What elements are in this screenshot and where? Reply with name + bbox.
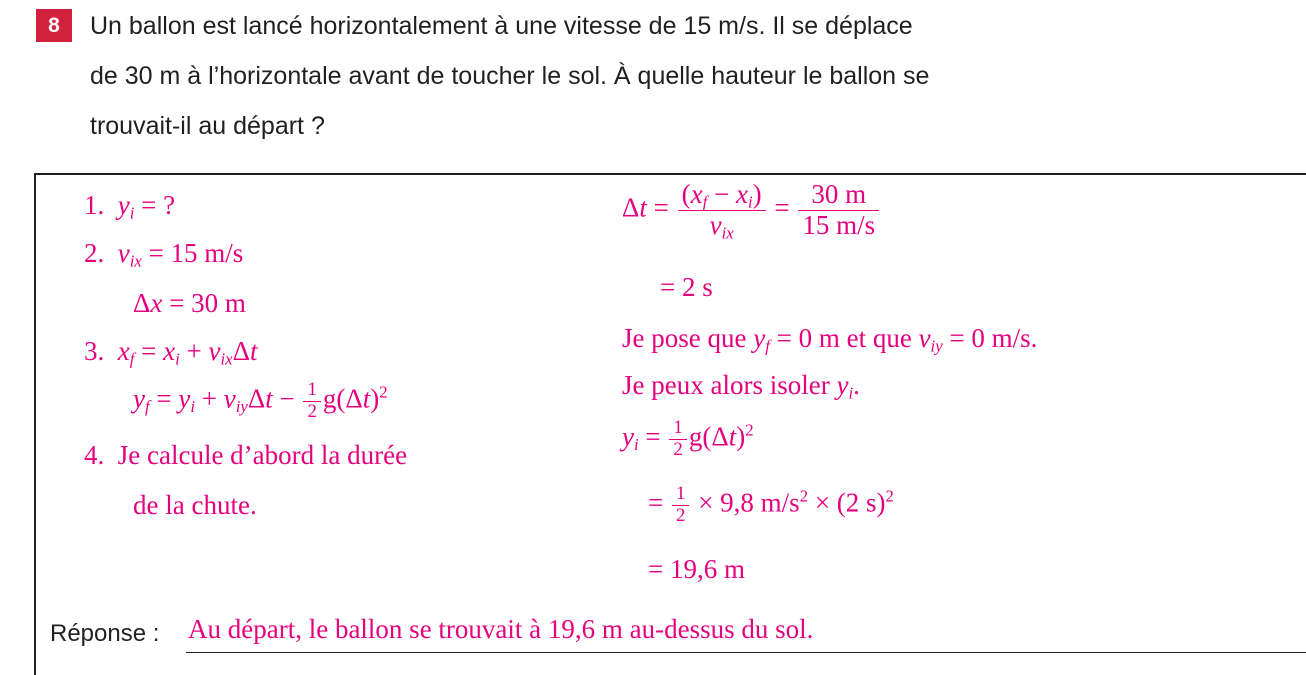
assumption-line: Je pose que $y_f = 0$ m et que $v_{iy} = 0$ m/s. (622, 323, 1038, 356)
step-3-equation-1: 3. $x_f = x_i + v_{ix}\Delta t$ (84, 336, 258, 369)
step-4 (84, 440, 407, 471)
response-answer: Au départ, le ballon se trouvait à 19,6 m au-dessus du sol. (188, 614, 814, 644)
step-2-delta-x: Δx = 30 m (133, 288, 246, 318)
delta-t-result: = 2 s (660, 272, 713, 302)
question-line-1: Un ballon est lancé horizontalement à une vitesse de 15 m/s. Il se déplace (90, 12, 913, 40)
yi-formula: $y_i$ = $\frac{1}{2}$ $g(\Delta t)^2$ (622, 417, 754, 460)
delta-t-numerator: 30 m (798, 180, 879, 211)
step-4-line-2: de la chute. (133, 490, 257, 520)
yi-substitution: = $\frac{1}{2}$ × 9,8 $m/s^2 \times (2$ s)$^2$ (648, 483, 894, 526)
step-1-number: 1. (84, 190, 105, 220)
step-2b-value: = 30 m (169, 288, 246, 318)
step-1: 1. $y_i$ = ? (84, 190, 176, 223)
response-label: Réponse : (50, 620, 160, 647)
question-line-2: de 30 m à l’horizontale avant de toucher le sol. À quelle hauteur le ballon se (90, 62, 930, 90)
calc-line: × 9,8 m/s (698, 487, 800, 518)
step-4-number: 4. (84, 440, 105, 470)
step-4-line-1: Je calcule d’abord la durée (117, 440, 408, 470)
isolate-text: Je peux alors isoler (622, 370, 830, 400)
step-3-number: 3. (84, 336, 105, 366)
assumption-end: = 0 m/s. (949, 323, 1038, 353)
response-line (186, 652, 1306, 653)
assumption-middle: = 0 m et que (776, 323, 912, 353)
step-2: 2. $v_{ix} = 15$ m/s (84, 238, 244, 271)
assumption-prefix: Je pose que (622, 323, 747, 353)
question-number-badge: 8 (36, 9, 72, 42)
step-3-equation-2: $y_f = y_i + v_{iy}\Delta t$ − $\frac{1}{2}$ $g(\Delta t)^2$ (133, 379, 388, 422)
question-line-3: trouvait-il au départ ? (90, 112, 325, 140)
step-2-value: = 15 m/s (148, 238, 244, 268)
step-2-number: 2. (84, 238, 105, 268)
yi-result: = 19,6 m (648, 554, 745, 584)
delta-t-denominator: 15 m/s (802, 209, 876, 240)
calc-tail: × (2 s) (814, 487, 886, 518)
isolate-line: Je peux alors isoler $y_i$. (622, 370, 860, 403)
delta-t-equation: Δt = $\frac{(x_f - x_i)}{v_{ix}}$ = $\frac{30 m}{15 m/s}$ (622, 180, 881, 240)
